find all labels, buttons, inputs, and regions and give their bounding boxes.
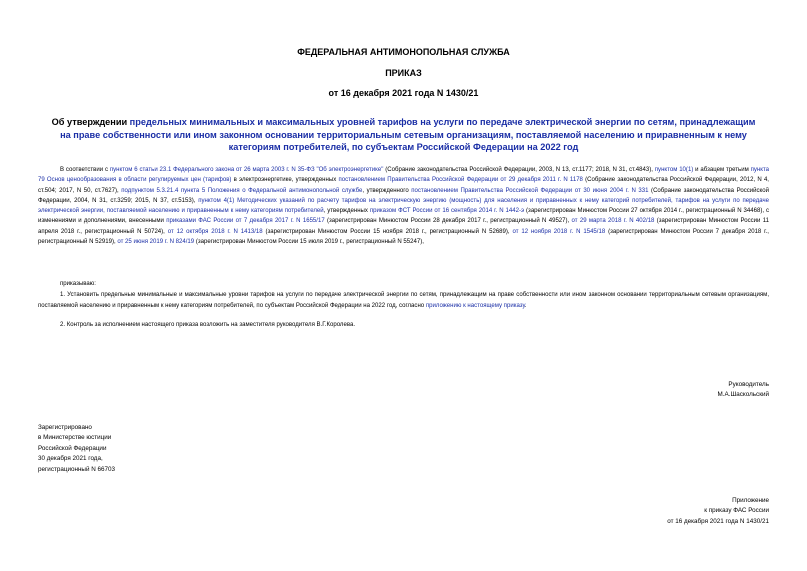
- text-segment: (зарегистрирован Минюстом России 7 декабря 2018 г., регистрационный N 52919),: [38, 228, 769, 246]
- order-item-2: 2. Контроль за исполнением настоящего приказа возложить на заместителя руководителя В.Г.Королева.: [60, 322, 356, 328]
- order-item-1: [38, 290, 769, 311]
- legal-reference-link[interactable]: пунктом 6 статьи 23.1 Федерального закона от 26 марта 2003 г. N 35-ФЗ "Об электроэнергетике": [109, 167, 384, 173]
- text-segment: (зарегистрирован Минюстом России 11 апреля 2018 г., регистрационный N 50724),: [38, 218, 769, 235]
- order-item-2-block: [38, 320, 769, 330]
- legal-reference-link[interactable]: пунктом 4(1) Методических указаний по расчету тарифов на электрическую энергию (мощность) для населения и приравненных к нему категорий потребителей, тарифов на услуги по передаче электрической энергии, поставляемой населению и приравненным к нему категориям потребителей: [38, 197, 770, 215]
- legal-reference-link[interactable]: постановлением Правительства Российской Федерации от 30 июня 2004 г. N 331: [411, 187, 649, 194]
- text-segment: (Собрание законодательства Российской Федерации, 2004, N 31, ст.3259; 2015, N 37, ст.5153),: [38, 187, 769, 204]
- legal-reference-link[interactable]: пунктом 10(1): [654, 167, 694, 173]
- appendix-line: от 16 декабря 2021 года N 1430/21: [667, 517, 769, 525]
- text-segment: В соответствии с: [60, 167, 110, 173]
- legal-reference-link[interactable]: от 12 ноября 2018 г. N 1545/18: [512, 228, 606, 235]
- text-segment: (Собрание законодательства Российской Федерации, 2012, N 4, ст.504; 2017, N 50, ст.7627),: [38, 177, 769, 194]
- text-segment: (зарегистрирован Минюстом России 15 июля 2019 г., регистрационный N 55247),: [194, 239, 424, 246]
- orders-block: [38, 279, 769, 311]
- registration-line: Российской Федерации: [38, 444, 107, 452]
- signature-role: Руководитель: [728, 381, 769, 388]
- document-title: [48, 116, 759, 154]
- appendix-line: к приказу ФАС России: [704, 507, 769, 515]
- registration-line: Зарегистрировано: [38, 424, 92, 431]
- legal-reference-link[interactable]: постановлением Правительства Российской Федерации от 29 декабря 2011 г. N 1178: [338, 177, 583, 184]
- orders-word: приказываю:: [60, 281, 96, 287]
- title-prefix: Об утверждении: [51, 117, 130, 127]
- registration-line: 30 декабря 2021 года,: [38, 455, 103, 463]
- legal-reference-link[interactable]: приложению к настоящему приказу: [425, 302, 525, 309]
- text-segment: .: [524, 302, 527, 309]
- appendix-block: [667, 496, 769, 527]
- legal-reference-link[interactable]: от 25 июня 2019 г. N 824/19: [117, 239, 195, 246]
- legal-reference-link[interactable]: пункта 79 Основ ценообразования в области регулируемых цен (тарифов): [38, 167, 770, 184]
- text-segment: , утвержденного: [362, 187, 412, 194]
- registration-line: регистрационный N 66703: [38, 465, 116, 473]
- title-link[interactable]: предельных минимальных и максимальных уровней тарифов на услуги по передаче электрической энергии по сетям, принадлежащим на праве собственности или ином законном основании территориальным сетевым организациям, поставляемой населению и приравненным к нему категориям потребителей, по субъектам Российской Федерации на 2022 год: [60, 117, 756, 152]
- legal-reference-link[interactable]: от 29 марта 2018 г. N 402/18: [571, 218, 655, 225]
- text-segment: и абзацем третьим: [693, 167, 751, 173]
- preamble-paragraph: [38, 165, 769, 247]
- text-segment: 1. Установить предельные минимальные и максимальные уровни тарифов на услуги по передаче электрической энергии по сетям, принадлежащим на праве собственности или ином законном основании территориальным сетевым организациям, поставляемой населению и приравненным к нему категориям потребителей, по субъектам Российской Федерации на 2022 год, согласно: [38, 292, 769, 309]
- legal-reference-link[interactable]: приказом ФСТ России от 16 сентября 2014 г. N 1442-э: [369, 208, 525, 215]
- text-segment: (зарегистрирован Минюстом России 27 октября 2014 г., регистрационный N 34468), с изменениями и дополнениями, внесенными: [38, 208, 769, 225]
- appendix-line: Приложение: [732, 497, 769, 504]
- agency-name: ФЕДЕРАЛЬНАЯ АНТИМОНОПОЛЬНАЯ СЛУЖБА: [297, 47, 510, 57]
- text-segment: в электроэнергетике, утвержденных: [231, 177, 339, 184]
- text-segment: (зарегистрирован Минюстом России 28 декабря 2017 г., регистрационный N 49527),: [324, 218, 572, 225]
- document-date-number: от 16 декабря 2021 года N 1430/21: [328, 88, 479, 98]
- registration-line: в Министерстве юстиции: [38, 434, 112, 442]
- preamble-text: [38, 165, 769, 247]
- legal-reference-link[interactable]: приказами ФАС России от 7 декабря 2017 г. N 1655/17: [166, 218, 325, 225]
- legal-reference-link[interactable]: от 12 октября 2018 г. N 1413/18: [167, 228, 263, 235]
- legal-reference-link[interactable]: подпунктом 5.3.21.4 пункта 5 Положения о Федеральной антимонопольной службе: [121, 187, 363, 194]
- text-segment: (зарегистрирован Минюстом России 15 ноября 2018 г., регистрационный N 52689),: [262, 228, 513, 235]
- document-type: ПРИКАЗ: [385, 68, 422, 78]
- signature-name: М.А.Шаскольский: [717, 391, 769, 399]
- registration-block: [38, 423, 115, 475]
- text-segment: , утвержденных: [323, 208, 370, 215]
- text-segment: (Собрание законодательства Российской Федерации, 2003, N 13, ст.1177; 2018, N 31, ст.4843),: [383, 167, 655, 173]
- signature-block: [718, 380, 769, 401]
